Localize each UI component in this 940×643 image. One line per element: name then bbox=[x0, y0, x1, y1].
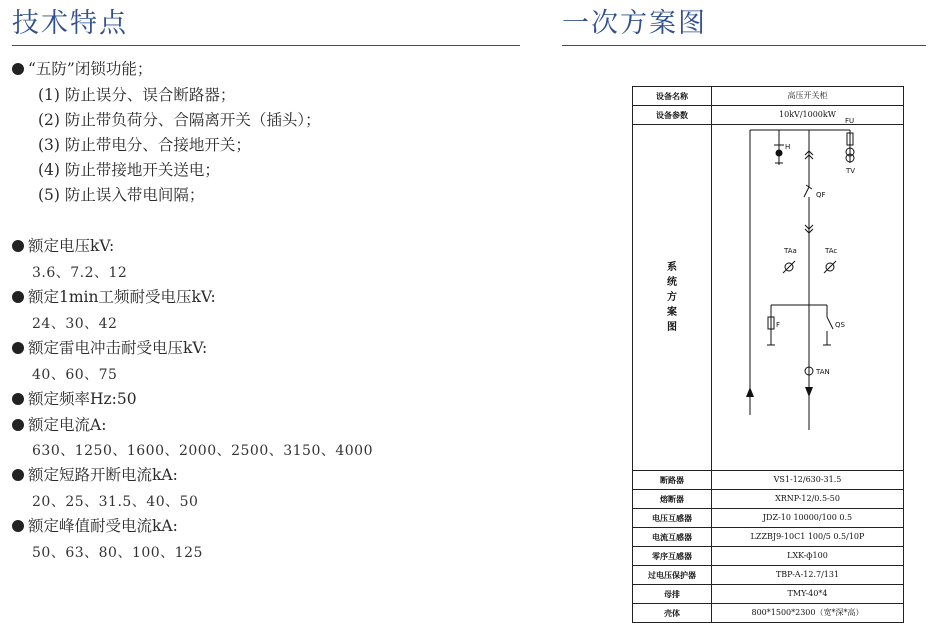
bullet-icon bbox=[12, 393, 24, 405]
table-row bbox=[633, 566, 904, 585]
spec-label-rated-voltage: 额定电压kV: bbox=[12, 239, 114, 255]
bullet-icon bbox=[12, 342, 24, 354]
spec-value-rated-voltage: 3.6、7.2、12 bbox=[32, 265, 128, 281]
bullet-icon bbox=[12, 469, 24, 481]
spec-value-short-circuit-breaking: 20、25、31.5、40、50 bbox=[32, 494, 199, 510]
diagram-mark-tv: TV bbox=[846, 167, 856, 175]
device-params-key: 设备参数 bbox=[633, 106, 712, 125]
primary-scheme-title: 一次方案图 bbox=[562, 8, 707, 39]
h-indicator-icon bbox=[776, 150, 782, 156]
component-value: XRNP-12/0.5-50 bbox=[712, 490, 904, 509]
table-row bbox=[633, 585, 904, 604]
component-value: TBP-A-12.7/131 bbox=[712, 566, 904, 585]
device-name-value: 高压开关柜 bbox=[712, 87, 904, 106]
spec-value-peak-withstand: 50、63、80、100、125 bbox=[32, 545, 203, 561]
system-scheme-label-cell bbox=[633, 125, 712, 471]
bullet-icon bbox=[12, 240, 24, 252]
diagram-mark-qf: QF bbox=[816, 191, 826, 199]
diagram-mark-h: H bbox=[785, 143, 791, 151]
component-value: 800*1500*2300（宽*深*高） bbox=[712, 604, 904, 623]
component-key: 零序互感器 bbox=[633, 547, 712, 566]
component-key: 母排 bbox=[633, 585, 712, 604]
bullet-icon bbox=[12, 291, 24, 303]
system-scheme-label: 系统方案图 bbox=[667, 261, 677, 333]
five-prevention-item: (5) 防止误入带电间隔； bbox=[38, 186, 205, 204]
diagram-mark-tan: TAN bbox=[816, 368, 830, 376]
component-key: 断路器 bbox=[633, 471, 712, 490]
spec-label-power-frequency: 额定1min工频耐受电压kV: bbox=[12, 290, 216, 306]
up-arrow-icon bbox=[746, 387, 754, 397]
bullet-icon bbox=[12, 520, 24, 532]
table-row bbox=[633, 471, 904, 490]
spec-label-short-circuit-breaking: 额定短路开断电流kA: bbox=[12, 468, 178, 484]
five-prevention-item: (4) 防止带接地开关送电； bbox=[38, 161, 220, 179]
single-line-diagram-cell bbox=[712, 117, 904, 471]
component-value: TMY-40*4 bbox=[712, 585, 904, 604]
five-prevention-heading: “五防”闭锁功能； bbox=[12, 62, 152, 78]
spec-label-rated-frequency: 额定频率Hz:50 bbox=[12, 392, 137, 408]
down-arrow-icon bbox=[805, 387, 813, 397]
spec-label-rated-current: 额定电流A: bbox=[12, 418, 106, 434]
component-key: 电流互感器 bbox=[633, 528, 712, 547]
single-line-diagram bbox=[712, 117, 905, 470]
diagram-mark-f: F bbox=[776, 321, 781, 329]
five-prevention-item: (2) 防止带负荷分、合隔离开关（插头）； bbox=[38, 111, 321, 129]
diagram-mark-taa: TAa bbox=[784, 247, 797, 255]
spec-label-lightning-impulse: 额定雷电冲击耐受电压kV: bbox=[12, 341, 207, 357]
table-row bbox=[633, 125, 904, 471]
table-row bbox=[633, 509, 904, 528]
table-row bbox=[633, 87, 904, 106]
component-key: 壳体 bbox=[633, 604, 712, 623]
spec-value-power-frequency: 24、30、42 bbox=[32, 316, 118, 332]
diagram-mark-qs: QS bbox=[835, 321, 845, 329]
table-row bbox=[633, 490, 904, 509]
component-value: VS1-12/630-31.5 bbox=[712, 471, 904, 490]
component-key: 熔断器 bbox=[633, 490, 712, 509]
table-row bbox=[633, 106, 904, 125]
component-value: LZZBJ9-10C1 100/5 0.5/10P bbox=[712, 528, 904, 547]
component-key: 过电压保护器 bbox=[633, 566, 712, 585]
spec-label-peak-withstand: 额定峰值耐受电流kA: bbox=[12, 519, 178, 535]
title-divider-right bbox=[562, 45, 926, 46]
component-value: JDZ-10 10000/100 0.5 bbox=[712, 509, 904, 528]
diagram-mark-tac: TAc bbox=[825, 247, 838, 255]
table-row bbox=[633, 604, 904, 623]
five-prevention-item: (3) 防止带电分、合接地开关； bbox=[38, 136, 251, 154]
table-row bbox=[633, 547, 904, 566]
diagram-mark-fu: FU bbox=[845, 117, 855, 125]
bullet-icon bbox=[12, 63, 24, 75]
bullet-icon bbox=[12, 419, 24, 431]
five-prevention-item: (1) 防止误分、误合断路器； bbox=[38, 86, 236, 104]
title-divider-left bbox=[12, 45, 520, 46]
component-value: LXK-ф100 bbox=[712, 547, 904, 566]
spec-value-lightning-impulse: 40、60、75 bbox=[32, 367, 118, 383]
technical-features-title: 技术特点 bbox=[12, 8, 128, 39]
qs-switch-blade bbox=[827, 317, 833, 329]
spec-value-rated-current: 630、1250、1600、2000、2500、3150、4000 bbox=[32, 443, 373, 459]
device-params-value: 10kV/1000kW bbox=[712, 106, 904, 125]
table-row bbox=[633, 528, 904, 547]
primary-scheme-table bbox=[632, 86, 904, 627]
device-name-key: 设备名称 bbox=[633, 87, 712, 106]
component-key: 电压互感器 bbox=[633, 509, 712, 528]
